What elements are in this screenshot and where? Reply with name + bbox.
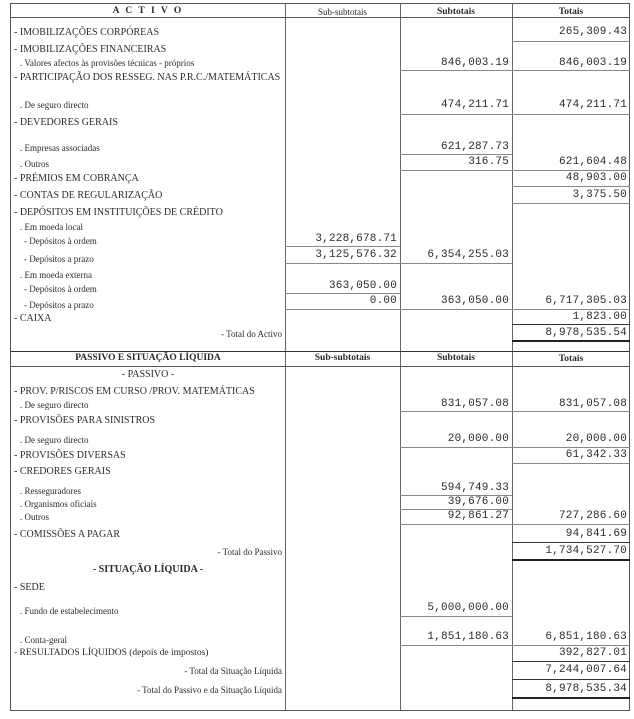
row-label: . Organismos oficiais xyxy=(20,499,97,509)
subtotal-value: 6,354,255.03 xyxy=(427,249,509,261)
col-total-header: Totais xyxy=(558,354,584,364)
total-situacao-label: - Total da Situação Líquida xyxy=(184,666,282,676)
total-value: 727,286.60 xyxy=(558,510,627,522)
row-rule xyxy=(512,41,630,42)
subtotal-value: 92,861.27 xyxy=(447,510,509,522)
subtotal-value: 39,676.00 xyxy=(447,496,509,508)
row-label: - Depósitos à ordem xyxy=(24,284,97,294)
section-divider xyxy=(11,351,629,352)
section-passivo-heading: - PASSIVO - xyxy=(121,369,175,380)
col-subsub-header: Sub-subtotais xyxy=(317,7,367,17)
row-rule xyxy=(512,679,630,680)
row-label: . Em moeda externa xyxy=(20,270,92,280)
row-label: . Outros xyxy=(20,512,49,522)
row-label: - Depósitos a prazo xyxy=(24,254,94,264)
subtotal-value: 20,000.00 xyxy=(447,433,509,445)
total-value: 474,211.71 xyxy=(558,99,627,111)
row-label: - CONTAS DE REGULARIZAÇÃO xyxy=(14,190,163,201)
col-total-header: Totais xyxy=(558,7,584,17)
col-subsub-header: Sub-subtotais xyxy=(314,353,371,363)
row-rule xyxy=(400,616,512,617)
total-value: 20,000.00 xyxy=(565,433,627,445)
row-label: . Valores afectos às provisões técnicas - próprios xyxy=(20,58,195,68)
row-label: - SEDE xyxy=(14,582,45,593)
subtotal-value: 846,003.19 xyxy=(440,57,509,69)
subtotal-value: 831,057.08 xyxy=(440,398,509,410)
row-rule xyxy=(285,246,400,247)
row-label: . Conta-geral xyxy=(20,635,67,645)
total-rule xyxy=(512,559,630,561)
row-label: . Em moeda local xyxy=(20,222,83,232)
row-rule xyxy=(400,411,630,412)
total-value: 6,717,305.03 xyxy=(545,295,627,307)
total-passivo-label: - Total do Passivo xyxy=(217,547,282,557)
subsubtotal-value: 363,050.00 xyxy=(328,280,397,292)
row-label: . De seguro directo xyxy=(20,400,89,410)
passivo-title: PASSIVO E SITUAÇÃO LÍQUIDA xyxy=(75,353,221,363)
row-label: - PROV. P/RISCOS EM CURSO /PROV. MATEMÁTICAS xyxy=(14,386,255,397)
row-rule xyxy=(512,324,630,325)
total-value: 265,309.43 xyxy=(558,26,627,38)
row-label: . Empresas associadas xyxy=(20,143,100,153)
row-rule xyxy=(400,524,630,525)
row-label: . Fundo de estabelecimento xyxy=(20,606,119,616)
row-rule xyxy=(400,70,630,71)
subsubtotal-value: 3,125,576.32 xyxy=(315,249,397,261)
row-label: - RESULTADOS LÍQUIDOS (depois de impostos) xyxy=(14,648,209,658)
row-rule xyxy=(512,661,630,662)
total-value: 94,841.69 xyxy=(565,528,627,540)
total-value: 621,604.48 xyxy=(558,156,627,168)
subtotal-value: 594,749.33 xyxy=(440,482,509,494)
total-passivo-situacao-label: - Total do Passivo e da Situação Líquida xyxy=(137,685,282,695)
row-label: - PRÉMIOS EM COBRANÇA xyxy=(14,173,139,184)
total-value: 392,827.01 xyxy=(558,647,627,659)
row-rule xyxy=(512,186,630,187)
section-situacao-heading: - SITUAÇÃO LÍQUIDA - xyxy=(92,564,204,575)
header-rule xyxy=(11,366,629,367)
subtotal-value: 621,287.73 xyxy=(440,141,509,153)
row-rule xyxy=(400,447,630,448)
row-label: . De seguro directo xyxy=(20,100,89,110)
row-label: - PROVISÕES DIVERSAS xyxy=(14,450,126,461)
row-rule xyxy=(400,170,630,171)
col-sub-header: Subtotais xyxy=(436,7,475,17)
balance-sheet xyxy=(10,3,630,711)
row-rule xyxy=(285,309,630,310)
subsubtotal-value: 0.00 xyxy=(369,295,397,307)
row-label: - CREDORES GERAIS xyxy=(14,466,111,477)
row-rule xyxy=(400,114,630,115)
total-rule xyxy=(512,697,630,699)
row-label: - DEVEDORES GERAIS xyxy=(14,117,118,128)
row-label: - Depósitos a prazo xyxy=(24,300,94,310)
total-value: 1,823.00 xyxy=(572,311,627,323)
activo-title: A C T I V O xyxy=(112,6,184,16)
subsubtotal-value: 3,228,678.71 xyxy=(315,233,397,245)
row-label: - PROVISÕES PARA SINISTROS xyxy=(14,415,156,426)
row-label: . De seguro directo xyxy=(20,435,89,445)
total-value: 48,903.00 xyxy=(565,172,627,184)
row-label: - IMOBILIZAÇÕES CORPÓREAS xyxy=(14,27,160,38)
total-value: 6,851,180.63 xyxy=(545,631,627,643)
row-label: . Resseguradores xyxy=(20,486,81,496)
total-rule xyxy=(512,340,630,342)
row-rule xyxy=(512,542,630,543)
row-label: - PARTICIPAÇÃO DOS RESSEG. NAS P.R.C./MATEMÁTICAS xyxy=(14,72,281,83)
total-passivo-situacao-value: 8,978,535.34 xyxy=(545,683,627,695)
subtotal-value: 316.75 xyxy=(468,156,509,168)
total-value: 831,057.08 xyxy=(558,398,627,410)
row-rule xyxy=(400,645,630,646)
subtotal-value: 1,851,180.63 xyxy=(427,631,509,643)
row-rule xyxy=(512,203,630,204)
row-label: - Depósitos à ordem xyxy=(24,236,97,246)
subtotal-value: 474,211.71 xyxy=(440,99,509,111)
row-label: . Outros xyxy=(20,159,49,169)
total-situacao-value: 7,244,007.64 xyxy=(545,664,627,676)
total-activo-label: - Total do Activo xyxy=(221,329,282,339)
total-value: 846,003.19 xyxy=(558,57,627,69)
row-rule xyxy=(512,463,630,464)
total-activo-value: 8,978,535.54 xyxy=(545,327,627,339)
row-label: - IMOBILIZAÇÕES FINANCEIRAS xyxy=(14,44,167,55)
row-rule xyxy=(400,154,512,155)
total-passivo-value: 1,734,527.70 xyxy=(545,545,627,557)
total-value: 61,342.33 xyxy=(565,449,627,461)
total-value: 3,375.50 xyxy=(572,189,627,201)
row-rule xyxy=(285,293,400,294)
row-label: - CAIXA xyxy=(14,313,52,324)
subtotal-value: 5,000,000.00 xyxy=(427,602,509,614)
col-sub-header: Subtotais xyxy=(436,353,475,363)
subtotal-value: 363,050.00 xyxy=(440,295,509,307)
row-label: - COMISSÕES A PAGAR xyxy=(14,529,121,540)
header-rule xyxy=(11,17,629,18)
row-label: - DEPÓSITOS EM INSTITUIÇÕES DE CRÉDITO xyxy=(14,207,223,218)
row-rule xyxy=(285,263,512,264)
